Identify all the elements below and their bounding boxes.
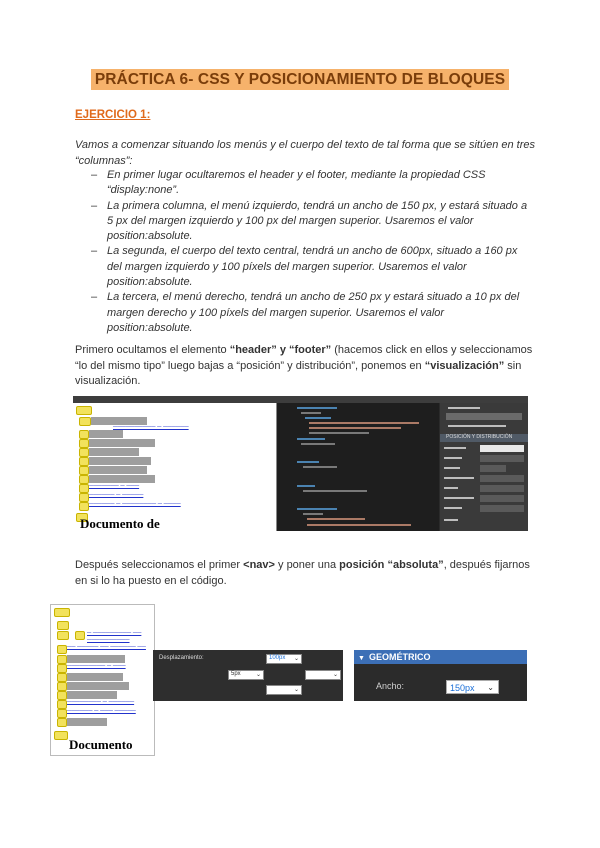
selected-element — [89, 475, 155, 483]
li-tag-icon — [57, 664, 67, 673]
selected-element — [89, 439, 155, 447]
left-offset-select[interactable]: 5px ⌄ — [228, 670, 264, 680]
right-offset-select[interactable] — [305, 670, 341, 680]
list-item: – La tercera, el menú derecho, tendrá un ancho de 250 px y estará situado a 10 px del margen derecho y 100 píxels del margen superior. Usaremos el valor position:absolute. — [91, 290, 531, 336]
paragraph-nav-position: Después seleccionamos el primer <nav> y poner una posición “absoluta”, después fijarnos en si lo ha puesto en el código. — [75, 559, 530, 587]
menu-link: ─────── ─ ─── — [89, 483, 140, 489]
exercise-heading: EJERCICIO 1: — [75, 109, 151, 121]
design-view-screenshot — [50, 604, 155, 756]
geometric-panel-screenshot — [354, 650, 527, 701]
editor-toolbar — [73, 396, 528, 403]
ul-tag-icon — [57, 631, 69, 640]
page-title: PRÁCTICA 6- CSS Y POSICIONAMIENTO DE BLOQUES — [91, 69, 509, 90]
menu-link: ─ ───────── ── — [87, 630, 142, 636]
selected-element — [89, 457, 151, 465]
menu-link: ────── ─ ───── — [89, 492, 144, 498]
menu-link: ────────── ─ ────── — [113, 424, 189, 430]
page-title-wrap — [0, 71, 600, 89]
prop-field[interactable] — [480, 455, 524, 462]
prop-field[interactable] — [480, 505, 524, 512]
prop-field[interactable] — [480, 445, 524, 452]
li-tag-icon — [79, 439, 89, 448]
top-offset-select[interactable]: 100px ⌄ — [266, 654, 302, 664]
chevron-down-icon: ⌄ — [293, 656, 299, 662]
prop-field[interactable] — [480, 475, 524, 482]
li-tag-icon — [57, 645, 67, 654]
width-select[interactable]: 150px ⌄ — [446, 680, 499, 694]
nav-tag-icon — [79, 417, 91, 426]
list-item: – La segunda, el cuerpo del texto central, tendrá un ancho de 600px, situado a 160 px del margen izquierdo y 100 píxels del margen superior. Usaremos el valor position:absolute. — [91, 244, 531, 290]
geometric-section-header[interactable]: ▼ GEOMÉTRICO — [354, 650, 527, 664]
list-item: – En primer lugar ocultaremos el header y el footer, mediante la propiedad CSS “display:none”. — [91, 168, 531, 199]
li-tag-icon — [57, 655, 67, 664]
li-tag-icon — [57, 673, 67, 682]
paragraph-header-footer: Primero ocultamos el elemento “header” y “footer” (hacemos click en ellos y seleccionamos “lo del mismo tipo” luego bajas a “posición” y distribución”, ponemos en “visualización” sin visualización. — [75, 344, 533, 387]
prop-field[interactable] — [480, 495, 524, 502]
li-tag-icon — [79, 502, 89, 511]
chevron-down-icon: ⌄ — [332, 672, 338, 678]
intro-paragraph: Vamos a comenzar situando los menús y el cuerpo del texto de tal forma que se sitúen en tres “columnas”: — [75, 139, 536, 167]
selected-element — [89, 448, 139, 456]
design-view — [73, 403, 277, 531]
menu-link: ──────── ─ ────── — [67, 699, 135, 705]
menu-link: ── ───── ── ────── ── — [67, 644, 146, 650]
menu-link: ────── ─ ─── ───── — [67, 708, 136, 714]
li-tag-icon — [79, 430, 89, 439]
li-tag-icon — [57, 718, 67, 727]
body-tag-icon — [76, 406, 92, 415]
document-heading: Documento de — [80, 516, 160, 531]
menu-link: ────── ─ ──────── ─ ──── — [89, 501, 181, 507]
selected-element — [89, 430, 123, 438]
body-tag-icon — [54, 608, 70, 617]
document-heading: Documento — [69, 737, 133, 752]
chevron-down-icon: ⌄ — [487, 683, 494, 692]
menu-link: ────────── — [87, 637, 130, 643]
chevron-down-icon: ⌄ — [293, 687, 299, 693]
collapse-triangle-icon: ▼ — [358, 655, 365, 662]
prop-field[interactable] — [480, 485, 524, 492]
selected-element — [89, 466, 147, 474]
nav-tag-icon — [57, 621, 69, 630]
properties-panel — [440, 403, 528, 531]
li-tag-icon — [79, 484, 89, 493]
offset-panel-screenshot — [153, 650, 343, 701]
li-tag-icon — [79, 448, 89, 457]
section-title: POSICIÓN Y DISTRIBUCIÓN — [446, 434, 513, 440]
li-tag-icon — [79, 457, 89, 466]
menu-link: ───────── ─ ─── — [67, 663, 126, 669]
code-view — [277, 403, 439, 531]
width-label: Ancho: — [376, 681, 405, 691]
li-tag-icon — [79, 466, 89, 475]
li-tag-icon — [79, 493, 89, 502]
li-tag-icon — [79, 475, 89, 484]
li-tag-icon — [57, 700, 67, 709]
li-tag-icon — [57, 682, 67, 691]
instruction-list — [91, 168, 531, 336]
offset-label: Desplazamiento: — [159, 655, 204, 661]
chevron-down-icon: ⌄ — [255, 672, 261, 678]
li-tag-icon — [57, 709, 67, 718]
editor-screenshot — [73, 396, 528, 531]
li-tag-icon — [75, 631, 85, 640]
prop-field[interactable] — [480, 465, 506, 472]
li-tag-icon — [57, 691, 67, 700]
section-tag-icon — [54, 731, 68, 740]
selector-field[interactable] — [446, 413, 522, 420]
bottom-offset-select[interactable] — [266, 685, 302, 695]
list-item: – La primera columna, el menú izquierdo, tendrá un ancho de 150 px, y estará situado a 5 px del margen izquierdo y 100 px del margen superior. Usaremos el valor position:absolute. — [91, 199, 531, 245]
